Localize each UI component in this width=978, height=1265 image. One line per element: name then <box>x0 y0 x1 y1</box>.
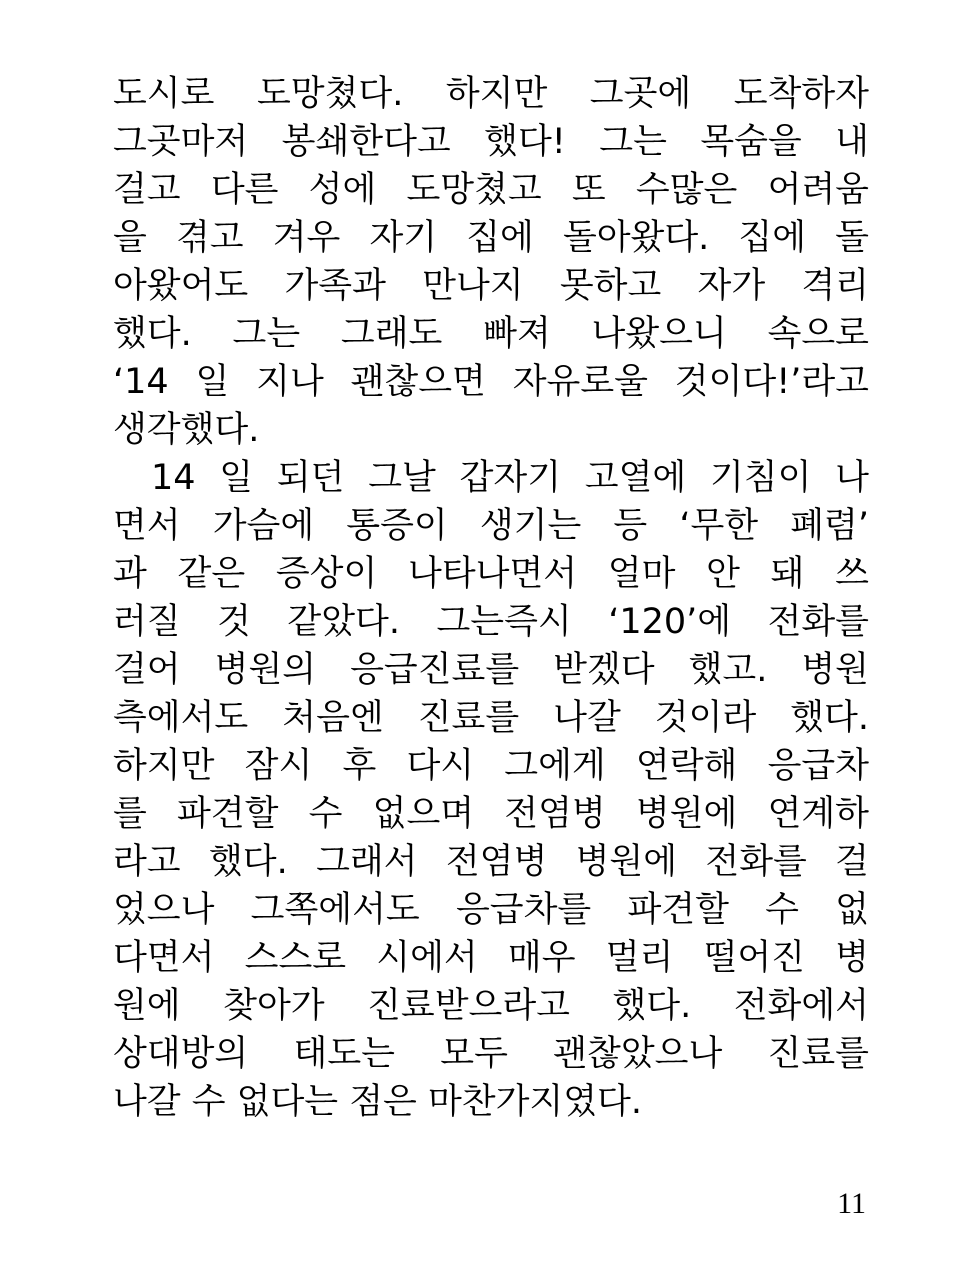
text-line: 나갈 수 없다는 점은 마찬가지였다. <box>113 1082 642 1122</box>
text-line: 그곳마저 봉쇄한다고 했다! 그는 목숨을 내 <box>113 122 869 162</box>
text-line: 었으나 그쪽에서도 응급차를 파견할 수 없 <box>113 890 869 930</box>
text-line: 면서 가슴에 통증이 생기는 등 ‘무한 폐렴’ <box>113 506 869 546</box>
paragraph-1 <box>113 70 869 454</box>
text-line: 다면서 스스로 시에서 매우 멀리 떨어진 병 <box>113 938 869 978</box>
text-line: 아왔어도 가족과 만나지 못하고 자가 격리 <box>113 266 869 306</box>
text-line: 생각했다. <box>113 410 260 450</box>
text-line: 과 같은 증상이 나타나면서 얼마 안 돼 쓰 <box>113 554 869 594</box>
text-line: 러질 것 같았다. 그는즉시 ‘120’에 전화를 <box>113 602 869 642</box>
text-line: 원에 찾아가 진료받으라고 했다. 전화에서 <box>113 986 869 1026</box>
text-line: 상대방의 태도는 모두 괜찮았으나 진료를 <box>113 1034 869 1074</box>
text-line: 14 일 되던 그날 갑자기 고열에 기침이 나 <box>151 458 869 498</box>
text-line: 했다. 그는 그래도 빠져 나왔으니 속으로 <box>113 314 869 354</box>
text-line: ‘14 일 지나 괜찮으면 자유로울 것이다!’라고 <box>113 362 869 402</box>
text-line: 을 겪고 겨우 자기 집에 돌아왔다. 집에 돌 <box>113 218 869 258</box>
text-line: 라고 했다. 그래서 전염병 병원에 전화를 걸 <box>113 842 869 882</box>
text-line: 도시로 도망쳤다. 하지만 그곳에 도착하자 <box>113 74 869 114</box>
text-line: 를 파견할 수 없으며 전염병 병원에 연계하 <box>113 794 869 834</box>
body-text <box>113 70 869 1126</box>
text-line: 측에서도 처음엔 진료를 나갈 것이라 했다. <box>113 698 869 738</box>
paragraph-2 <box>113 454 869 1126</box>
text-line: 하지만 잠시 후 다시 그에게 연락해 응급차 <box>113 746 869 786</box>
page-number: 11 <box>837 1187 866 1220</box>
text-line: 걸고 다른 성에 도망쳤고 또 수많은 어려움 <box>113 170 869 210</box>
text-line: 걸어 병원의 응급진료를 받겠다 했고. 병원 <box>113 650 869 690</box>
